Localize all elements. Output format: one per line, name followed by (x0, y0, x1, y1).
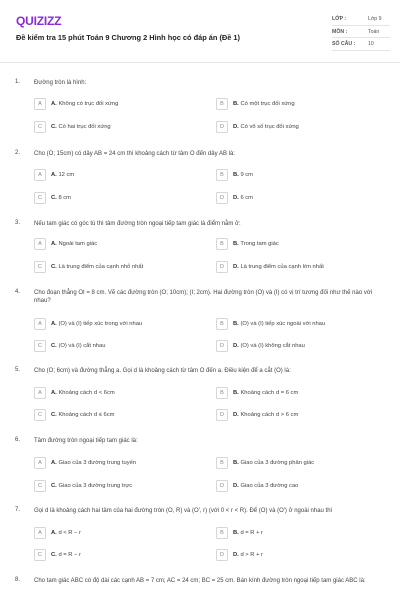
option-text: Là trung điểm của cạnh nhỏ nhất (58, 263, 144, 270)
option-a[interactable]: A A. Giao của 3 đường trung tuyến (34, 457, 204, 469)
option-letter-box: C (34, 340, 46, 352)
option-letter-box: C (34, 409, 46, 421)
option-a[interactable]: A A. Không có trục đối xứng (34, 98, 204, 110)
question-number: 6. (15, 437, 21, 443)
option-letter-box: A (34, 457, 46, 469)
option-letter-box: A (34, 98, 46, 110)
option-text: Ngoài tam giác (58, 240, 98, 247)
header-divider (0, 62, 400, 63)
option-letter-box: B (216, 98, 228, 110)
option-text: Khoảng cách d > 6 cm (240, 411, 299, 418)
question-text: Gọi d là khoảng cách hai tâm của hai đường tròn (O, R) và (O', r) (với 0 < r < R). Để (O) và (O') ở ngoài nhau thì (34, 508, 333, 514)
option-letter-box: A (34, 387, 46, 399)
option-text: (O) và (I) không cắt nhau (240, 342, 305, 349)
option-letter-box: B (216, 238, 228, 250)
meta-row-subject (332, 26, 390, 39)
option-text: Khoảng cách d = 6 cm (240, 389, 299, 396)
option-text: 9 cm (240, 171, 253, 178)
option-d[interactable]: D D. Giao của 3 đường cao (216, 480, 386, 492)
option-letter-box: D (216, 340, 228, 352)
question-text: Đường tròn là hình: (34, 80, 87, 86)
option-d[interactable]: D D. Khoảng cách d > 6 cm (216, 409, 386, 421)
meta-row-class (332, 13, 390, 26)
option-text: Có hai trục đối xứng (58, 123, 111, 130)
option-text: Giao của 3 đường cao (240, 482, 299, 489)
question-text: Nếu tam giác có góc tù thì tâm đường tròn ngoại tiếp tam giác là điểm nằm ở: (34, 221, 241, 227)
meta-label: LỚP : (332, 16, 347, 22)
option-b[interactable]: B B. (O) và (I) tiếp xúc ngoài với nhau (216, 318, 386, 330)
question-number: 4. (15, 289, 21, 295)
option-text: Giao của 3 đường trung trực (58, 482, 133, 489)
option-letter-box: A (34, 318, 46, 330)
option-text: Có một trục đối xứng (240, 100, 295, 107)
option-letter-box: A (34, 527, 46, 539)
question-text: Cho đoạn thẳng OI = 8 cm. Vẽ các đường tròn (O; 10cm); (I; 2cm). Hai đường tròn (O) và (I) có vị trí tương đối như thế nào với nhau? (34, 290, 373, 305)
option-c[interactable]: C C. Giao của 3 đường trung trực (34, 480, 204, 492)
option-text: (O) và (I) tiếp xúc trong với nhau (58, 320, 143, 327)
option-c[interactable]: C C. d = R − r (34, 549, 204, 561)
option-d[interactable]: D D. (O) và (I) không cắt nhau (216, 340, 386, 352)
worksheet-title: Đề kiểm tra 15 phút Toán 9 Chương 2 Hình học có đáp án (Đề 1) (16, 33, 241, 42)
option-c[interactable]: C C. Khoảng cách d ≤ 6cm (34, 409, 204, 421)
option-b[interactable]: B B. 9 cm (216, 169, 386, 181)
option-d[interactable]: D D. d > R + r (216, 549, 386, 561)
meta-value: Toán (368, 28, 380, 35)
question-text: Tâm đường tròn ngoại tiếp tam giác là: (34, 438, 138, 444)
option-text: Có vô số trục đối xứng (240, 123, 299, 130)
option-a[interactable]: A A. d < R − r (34, 527, 204, 539)
question-number: 1. (15, 79, 21, 85)
option-text: d = R − r (58, 551, 81, 558)
question-number: 5. (15, 367, 21, 373)
option-letter-box: B (216, 527, 228, 539)
option-text: Khoảng cách d < 6cm (58, 389, 115, 396)
question-number: 7. (15, 507, 21, 513)
meta-label: MÔN : (332, 28, 348, 35)
option-text: Giao của 3 đường trung tuyến (58, 459, 137, 466)
option-text: 6 cm (240, 194, 253, 201)
option-b[interactable]: B B. Giao của 3 đường phân giác (216, 457, 386, 469)
worksheet-meta (332, 13, 390, 51)
option-letter-box: C (34, 261, 46, 273)
option-a[interactable]: A A. 12 cm (34, 169, 204, 181)
quizizz-logo: QUIZIZZ (16, 14, 62, 28)
option-a[interactable]: A A. Khoảng cách d < 6cm (34, 387, 204, 399)
option-letter-box: C (34, 192, 46, 204)
worksheet-header (0, 0, 400, 62)
option-text: d < R − r (58, 529, 81, 536)
option-letter-box: B (216, 457, 228, 469)
question-text: Cho (O; 6cm) và đường thẳng a. Gọi d là khoảng cách từ tâm O đến a. Điều kiện để a cắt (O) là: (34, 368, 291, 374)
question-number: 2. (15, 150, 21, 156)
option-b[interactable]: B B. Trong tam giác (216, 238, 386, 250)
option-text: (O) và (I) cắt nhau (58, 342, 106, 349)
question-text: Cho tam giác ABC có độ dài các cạnh AB = 7 cm; AC = 24 cm; BC = 25 cm. Bán kính đường tròn ngoại tiếp tam giác ABC là: (34, 578, 366, 584)
meta-row-count (332, 38, 390, 51)
option-letter-box: B (216, 318, 228, 330)
option-c[interactable]: C C. Có hai trục đối xứng (34, 121, 204, 133)
option-text: 8 cm (58, 194, 71, 201)
option-c[interactable]: C C. Là trung điểm của cạnh nhỏ nhất (34, 261, 204, 273)
option-a[interactable]: A A. Ngoài tam giác (34, 238, 204, 250)
option-c[interactable]: C C. (O) và (I) cắt nhau (34, 340, 204, 352)
option-text: d = R + r (240, 529, 263, 536)
option-text: Khoảng cách d ≤ 6cm (58, 411, 115, 418)
option-text: Không có trục đối xứng (58, 100, 119, 107)
option-letter-box: D (216, 409, 228, 421)
option-letter-box: A (34, 238, 46, 250)
option-letter-box: D (216, 480, 228, 492)
meta-value: Lớp 9 (368, 16, 382, 22)
option-c[interactable]: C C. 8 cm (34, 192, 204, 204)
meta-label: SỐ CÂU : (332, 41, 356, 47)
option-b[interactable]: B B. d = R + r (216, 527, 386, 539)
option-letter-box: D (216, 261, 228, 273)
question-number: 8. (15, 577, 21, 583)
option-letter-box: D (216, 121, 228, 133)
option-text: d > R + r (240, 551, 263, 558)
option-letter-box: B (216, 387, 228, 399)
option-text: Giao của 3 đường phân giác (240, 459, 315, 466)
option-letter-box: C (34, 480, 46, 492)
option-text: Là trung điểm của cạnh lớn nhất (240, 263, 324, 270)
option-d[interactable]: D D. Là trung điểm của cạnh lớn nhất (216, 261, 386, 273)
option-letter-box: D (216, 192, 228, 204)
option-letter-box: D (216, 549, 228, 561)
question-number: 3. (15, 220, 21, 226)
option-letter-box: C (34, 121, 46, 133)
option-d[interactable]: D D. Có vô số trục đối xứng (216, 121, 386, 133)
meta-value: 10 (368, 41, 374, 47)
option-letter-box: A (34, 169, 46, 181)
option-text: Trong tam giác (240, 240, 279, 247)
option-b[interactable]: B B. Có một trục đối xứng (216, 98, 386, 110)
option-d[interactable]: D D. 6 cm (216, 192, 386, 204)
option-a[interactable]: A A. (O) và (I) tiếp xúc trong với nhau (34, 318, 204, 330)
option-letter-box: B (216, 169, 228, 181)
option-text: 12 cm (58, 171, 75, 178)
option-letter-box: C (34, 549, 46, 561)
option-b[interactable]: B B. Khoảng cách d = 6 cm (216, 387, 386, 399)
option-text: (O) và (I) tiếp xúc ngoài với nhau (240, 320, 326, 327)
question-text: Cho (O; 15cm) có dây AB = 24 cm thì khoảng cách từ tâm O đến dây AB là: (34, 151, 235, 157)
